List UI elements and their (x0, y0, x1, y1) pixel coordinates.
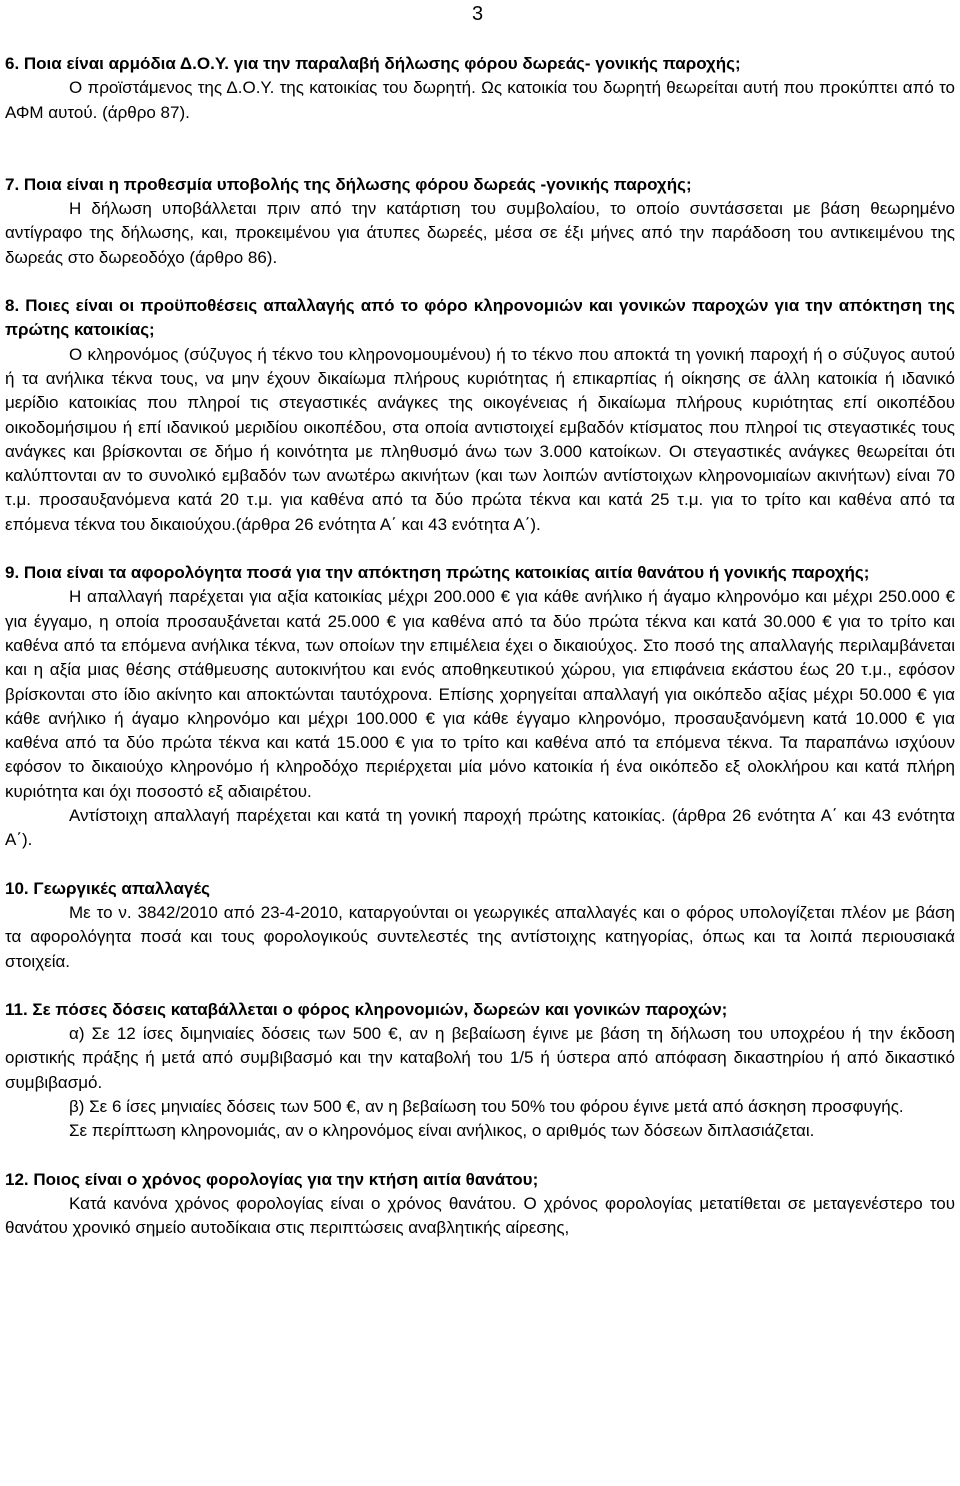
answer-paragraph: Κατά κανόνα χρόνος φορολογίας είναι ο χρόνος θανάτου. Ο χρόνος φορολογίας μετατίθεται σε μεταγενέστερο του θανάτου χρονικό σημείο αυτοδίκαια στις περιπτώσεις αναβλητικής αίρεσης, (5, 1193, 955, 1238)
question-heading: 9. Ποια είναι τα αφορολόγητα ποσά για την απόκτηση πρώτης κατοικίας αιτία θανάτου ή γονικής παροχής; (5, 563, 870, 583)
answer-paragraph: α) Σε 12 ίσες διμηνιαίες δόσεις των 500 €, αν η βεβαίωση έγινε με βάση τη δήλωση του υποχρέου ή την έκδοση οριστικής πράξης ή μετά από συμβιβασμό και την καταβολή του 1/5 ή ύστερα από απόφαση δικαστηρίου ή από δικαστικό συμβιβασμό. (5, 1024, 955, 1092)
question-heading: 7. Ποια είναι η προθεσμία υποβολής της δήλωσης φόρου δωρεάς -γονικής παροχής; (5, 174, 692, 194)
answer-paragraph: Σε περίπτωση κληρονομιάς, αν ο κληρονόμος είναι ανήλικος, ο αριθμός των δόσεων διπλασιάζεται. (69, 1121, 815, 1141)
question-heading: 10. Γεωργικές απαλλαγές (5, 878, 210, 898)
section-9 (5, 561, 955, 853)
spacer (5, 853, 955, 877)
question-heading: 8. Ποιες είναι οι προϋποθέσεις απαλλαγής από το φόρο κληρονομιών και γονικών παροχών για την απόκτηση της πρώτης κατοικίας; (5, 296, 955, 340)
section-11 (5, 998, 955, 1144)
question-heading: 11. Σε πόσες δόσεις καταβάλλεται ο φόρος κληρονομιών, δωρεών και γονικών παροχών; (5, 999, 728, 1019)
question-heading: 6. Ποια είναι αρμόδια Δ.Ο.Υ. για την παραλαβή δήλωσης φόρου δωρεάς- γονικής παροχής; (5, 54, 741, 73)
section-6 (5, 52, 955, 125)
spacer (5, 537, 955, 561)
question-heading: 12. Ποιος είναι ο χρόνος φορολογίας για την κτήση αιτία θανάτου; (5, 1169, 539, 1189)
spacer (5, 1144, 955, 1168)
answer-paragraph: Ο κληρονόμος (σύζυγος ή τέκνο του κληρονομουμένου) ή το τέκνο που αποκτά τη γονική παροχή ή ο σύζυγος αυτού ή τα ανήλικα τέκνα τους, να μην έχουν δικαίωμα πλήρους κυριότητας ή επικαρπίας ή οίκησης σε άλλη κατοικία ή ιδανικό μερίδιο κατοικίας που πληροί τις στεγαστικές ανάγκες της οικογένειας ή δικαίωμα πλήρους κυριότητας επί οικοπέδου οικοδομήσιμου ή επί ιδανικού μεριδίου οικοπέδου, στα οποία αντιστοιχεί εμβαδόν κτίσματος που πληροί τις στεγαστικές τους ανάγκες και βρίσκονται σε δήμο ή κοινότητα με πληθυσμό άνω των 3.000 κατοίκων. Οι στεγαστικές ανάγκες θεωρείται ότι καλύπτονται αν το συνολικό εμβαδόν των ανωτέρω ακινήτων (και των λοιπών αντίστοιχων κληρονομιαίων ακινήτων) είναι 70 τ.μ. προσαυξανόμενα κατά 20 τ.μ. για καθένα από τα δύο πρώτα τέκνα και κατά 25 τ.μ. για το τρίτο και καθένα από τα επόμενα τέκνα του δικαιούχου.(άρθρα 26 ενότητα Α΄ και 43 ενότητα Α΄). (5, 344, 955, 534)
document-body (5, 52, 955, 1240)
answer-paragraph: Η δήλωση υποβάλλεται πριν από την κατάρτιση του συμβολαίου, το οποίο συντάσσεται με βάση θεωρημένο αντίγραφο της δήλωσης, και, προκειμένου για άτυπες δωρεές, μέσα σε έξι μήνες από την παράδοση του αντικειμένου της δωρεάς στο δωρεοδόχο (άρθρο 86). (5, 199, 955, 267)
answer-paragraph: Αντίστοιχη απαλλαγή παρέχεται και κατά τη γονική παροχή πρώτης κατοικίας. (άρθρα 26 ενότητα Α΄ και 43 ενότητα Α΄). (5, 806, 955, 850)
spacer (5, 270, 955, 294)
section-10 (5, 877, 955, 974)
spacer (5, 125, 955, 173)
section-7 (5, 173, 955, 270)
answer-paragraph: Με το ν. 3842/2010 από 23-4-2010, καταργούνται οι γεωργικές απαλλαγές και ο φόρος υπολογίζεται πλέον με βάση τα αφορολόγητα ποσά και τους φορολογικούς συντελεστές της αντίστοιχης κατηγορίας, όπως και τα λοιπά περιουσιακά στοιχεία. (5, 902, 955, 971)
answer-paragraph: β) Σε 6 ίσες μηνιαίες δόσεις των 500 €, αν η βεβαίωση του 50% του φόρου έγινε μετά από άσκηση προσφυγής. (69, 1096, 904, 1116)
section-12 (5, 1168, 955, 1241)
answer-paragraph: Η απαλλαγή παρέχεται για αξία κατοικίας μέχρι 200.000 € για κάθε ανήλικο ή άγαμο κληρονόμο και μέχρι 250.000 € για έγγαμο, η οποία προσαυξάνεται κατά 25.000 € για καθένα από τα δύο πρώτα τέκνα και κατά 30.000 € για το τρίτο και καθένα από τα επόμενα ανήλικα τέκνα, των οποίων την επιμέλεια έχει ο δικαιούχος. Στο ποσό της απαλλαγής περιλαμβάνεται και η αξία μιας θέσης στάθμευσης αυτοκινήτου και ενός αποθηκευτικού χώρου, για επιφάνεια εκάστου έως 20 τ.μ., εφόσον βρίσκονται στο ίδιο ακίνητο και αποκτώνται ταυτόχρονα. Επίσης χορηγείται απαλλαγή για οικόπεδο αξίας μέχρι 50.000 € για κάθε ανήλικο ή άγαμο κληρονόμο και μέχρι 100.000 € για κάθε έγγαμο κληρονόμο, προσαυξανόμενη κατά 10.000 € για καθένα από τα δύο πρώτα τέκνα και κατά 15.000 € για το τρίτο και καθένα από τα επόμενα τέκνα. Τα παραπάνω ισχύουν εφόσον το δικαιούχο κληρονόμο ή κληροδόχο περιέρχεται μία μόνο κατοικία ή ένα οικόπεδο εξ ολοκλήρου και κατά πλήρη κυριότητα και όχι ποσοστό εξ αδιαιρέτου. (5, 587, 955, 801)
section-8 (5, 294, 955, 537)
page-number: 3 (472, 3, 484, 25)
answer-paragraph: Ο προϊστάμενος της Δ.Ο.Υ. της κατοικίας του δωρητή. Ως κατοικία του δωρητή θεωρείται αυτή που προκύπτει από το ΑΦΜ αυτού. (άρθρο 87). (5, 78, 955, 122)
spacer (5, 974, 955, 998)
